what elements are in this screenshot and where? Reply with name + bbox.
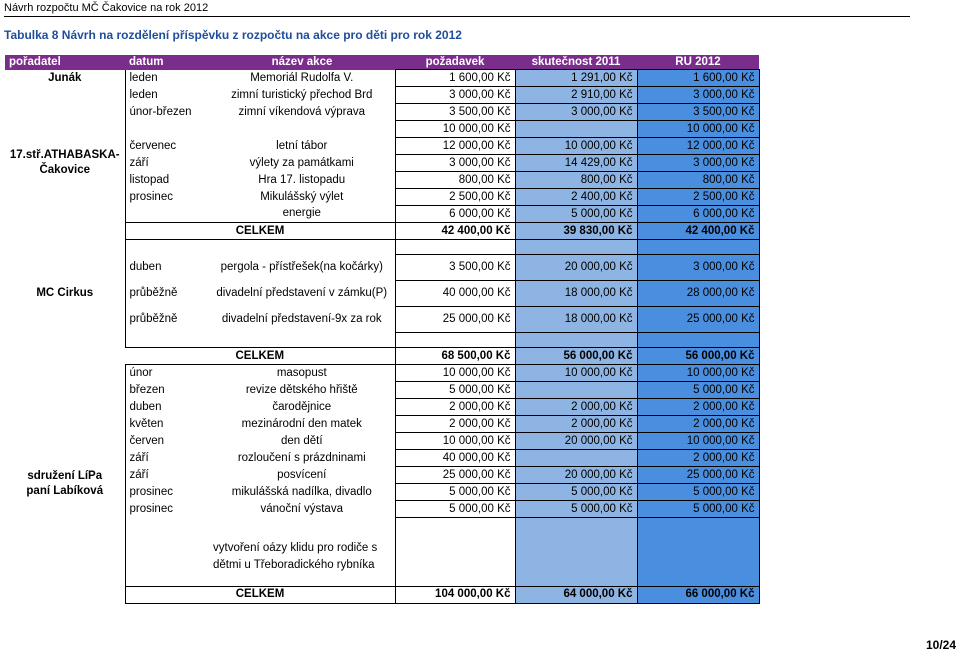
row-date: listopad xyxy=(129,173,170,186)
row-ru: 10 000,00 Kč xyxy=(637,433,759,450)
row-event-name: výlety za památkami xyxy=(209,155,395,172)
row-date xyxy=(125,206,209,223)
row-request: 1 600,00 Kč xyxy=(395,70,515,87)
row-actual: 20 000,00 Kč xyxy=(515,433,637,450)
row-ru: 3 000,00 Kč xyxy=(637,255,759,281)
total-request: 104 000,00 Kč xyxy=(395,586,515,603)
row-event-name: revize dětského hřiště xyxy=(209,382,395,399)
spacer-name xyxy=(209,333,395,348)
row-event-name: pergola - přístřešek(na kočárky) xyxy=(209,255,395,281)
row-event-name: mikulášská nadílka, divadlo xyxy=(209,484,395,501)
row-request: 2 000,00 Kč xyxy=(395,416,515,433)
row-actual: 5 000,00 Kč xyxy=(515,501,637,518)
row-event-name xyxy=(209,121,395,138)
row-date: leden xyxy=(129,88,158,101)
row-date xyxy=(125,121,209,138)
row-date: květen xyxy=(129,417,164,430)
row-date: leden xyxy=(129,71,158,84)
row-actual: 20 000,00 Kč xyxy=(515,467,637,484)
spacer-name xyxy=(209,240,395,255)
row-actual: 2 910,00 Kč xyxy=(515,87,637,104)
row-event-name: masopust xyxy=(209,365,395,382)
total-label: CELKEM xyxy=(125,223,395,240)
spacer-actual xyxy=(515,240,637,255)
table-row xyxy=(5,87,759,104)
row-request: 10 000,00 Kč xyxy=(395,365,515,382)
row-ru: 5 000,00 Kč xyxy=(637,484,759,501)
row-date: průběžně xyxy=(129,313,178,325)
row-event-name: divadelní představení-9x za rok xyxy=(209,307,395,333)
row-date: prosinec xyxy=(129,190,173,203)
organizer-athabaska-line-2: Čakovice xyxy=(39,164,90,176)
row-date: prosinec xyxy=(129,485,173,498)
row-date: červenec xyxy=(129,139,177,152)
total-actual: 56 000,00 Kč xyxy=(515,348,637,365)
spacer-ru xyxy=(637,240,759,255)
row-actual: 800,00 Kč xyxy=(515,172,637,189)
row-event-name: mezinárodní den matek xyxy=(209,416,395,433)
organizer-lipa xyxy=(5,365,125,604)
row-event-name: posvícení xyxy=(209,467,395,484)
row-ru: 5 000,00 Kč xyxy=(637,382,759,399)
total-label: CELKEM xyxy=(125,348,395,365)
row-ru: 3 000,00 Kč xyxy=(637,87,759,104)
row-ru: 25 000,00 Kč xyxy=(637,467,759,484)
row-event-name: zimní víkendová výprava xyxy=(209,104,395,121)
row-date: březen xyxy=(129,383,165,396)
row-event-name: den dětí xyxy=(209,433,395,450)
row-actual xyxy=(515,121,637,138)
row-ru: 2 000,00 Kč xyxy=(637,399,759,416)
header-ru-2012: RU 2012 xyxy=(637,55,759,70)
total-request: 68 500,00 Kč xyxy=(395,348,515,365)
row-actual: 10 000,00 Kč xyxy=(515,138,637,155)
total-ru: 42 400,00 Kč xyxy=(637,223,759,240)
row-request: 5 000,00 Kč xyxy=(395,382,515,399)
row-request: 3 500,00 Kč xyxy=(395,104,515,121)
row-ru: 2 500,00 Kč xyxy=(637,189,759,206)
spacer-request xyxy=(395,333,515,348)
header-date: datum xyxy=(125,55,209,70)
row-event-name: rozloučení s prázdninami xyxy=(209,450,395,467)
row-event-name: Mikulášský výlet xyxy=(209,189,395,206)
total-label: CELKEM xyxy=(125,586,395,603)
row-actual: 3 000,00 Kč xyxy=(515,104,637,121)
document-title: Návrh rozpočtu MČ Čakovice na rok 2012 xyxy=(4,2,209,14)
row-date: průběžně xyxy=(129,287,178,299)
row-request: 3 000,00 Kč xyxy=(395,155,515,172)
row-actual: 2 400,00 Kč xyxy=(515,189,637,206)
row-date: prosinec xyxy=(129,502,173,515)
row-actual: 2 000,00 Kč xyxy=(515,416,637,433)
organizer-lipa-line-2: paní Labíková xyxy=(26,484,104,497)
row-request: 2 000,00 Kč xyxy=(395,399,515,416)
row-ru: 10 000,00 Kč xyxy=(637,365,759,382)
row-date: září xyxy=(129,468,149,481)
row-ru: 28 000,00 Kč xyxy=(637,281,759,307)
header-actual-2011: skutečnost 2011 xyxy=(515,55,637,70)
note-actual xyxy=(515,518,637,587)
row-actual: 18 000,00 Kč xyxy=(515,281,637,307)
row-actual: 1 291,00 Kč xyxy=(515,70,637,87)
spacer-date xyxy=(125,240,209,255)
row-event-name: zimní turistický přechod Brd xyxy=(209,87,395,104)
header-row xyxy=(5,55,759,70)
row-actual: 10 000,00 Kč xyxy=(515,365,637,382)
table-heading: Tabulka 8 Návrh na rozdělení příspěvku z rozpočtu na akce pro děti pro rok 2012 xyxy=(4,28,462,42)
row-event-name: letní tábor xyxy=(209,138,395,155)
row-date: duben xyxy=(129,400,162,413)
row-request: 12 000,00 Kč xyxy=(395,138,515,155)
row-request: 3 500,00 Kč xyxy=(395,255,515,281)
row-actual: 14 429,00 Kč xyxy=(515,155,637,172)
row-request: 800,00 Kč xyxy=(395,172,515,189)
spacer-row xyxy=(5,240,759,255)
spacer-date xyxy=(125,333,209,348)
row-request: 3 000,00 Kč xyxy=(395,87,515,104)
organizer-mc-cirkus-label: MC Cirkus xyxy=(36,287,94,299)
row-ru: 25 000,00 Kč xyxy=(637,307,759,333)
note-date xyxy=(125,518,209,587)
row-ru: 2 000,00 Kč xyxy=(637,416,759,433)
row-event-name: divadelní představení v zámku(P) xyxy=(209,281,395,307)
header-organizer: pořadatel xyxy=(5,55,125,70)
row-date: únor xyxy=(129,366,153,379)
table-row xyxy=(5,70,759,87)
row-actual: 18 000,00 Kč xyxy=(515,307,637,333)
organizer-athabaska-line-1: 17.stř.ATHABASKA- xyxy=(9,149,120,161)
row-ru: 3 500,00 Kč xyxy=(637,104,759,121)
row-actual xyxy=(515,382,637,399)
note-request xyxy=(395,518,515,587)
row-request: 5 000,00 Kč xyxy=(395,484,515,501)
total-request: 42 400,00 Kč xyxy=(395,223,515,240)
organizer-mc-cirkus xyxy=(5,240,125,348)
header-request: požadavek xyxy=(395,55,515,70)
organizer-junak: Junák xyxy=(5,70,125,87)
organizer-athabaska xyxy=(5,87,125,240)
row-date: září xyxy=(129,451,149,464)
row-ru: 10 000,00 Kč xyxy=(637,121,759,138)
row-actual: 5 000,00 Kč xyxy=(515,484,637,501)
budget-table xyxy=(5,55,760,604)
row-event-name: Memoriál Rudolfa V. xyxy=(209,70,395,87)
row-event-name: energie xyxy=(209,206,395,223)
row-date: duben xyxy=(129,261,162,273)
row-actual: 20 000,00 Kč xyxy=(515,255,637,281)
page-number: 10/24 xyxy=(925,638,956,652)
row-date: září xyxy=(129,156,149,169)
organizer-lipa-line-1: sdružení LíPa xyxy=(27,469,103,482)
row-request: 2 500,00 Kč xyxy=(395,189,515,206)
row-ru: 3 000,00 Kč xyxy=(637,155,759,172)
row-event-name: vánoční výstava xyxy=(209,501,395,518)
total-actual: 39 830,00 Kč xyxy=(515,223,637,240)
total-row xyxy=(5,348,759,365)
total-ru: 56 000,00 Kč xyxy=(637,348,759,365)
note-ru xyxy=(637,518,759,587)
row-request: 40 000,00 Kč xyxy=(395,281,515,307)
header-event-name: název akce xyxy=(209,55,395,70)
row-ru: 1 600,00 Kč xyxy=(637,70,759,87)
spacer-organizer xyxy=(5,348,125,365)
row-ru: 800,00 Kč xyxy=(637,172,759,189)
row-ru: 12 000,00 Kč xyxy=(637,138,759,155)
total-actual: 64 000,00 Kč xyxy=(515,586,637,603)
row-request: 10 000,00 Kč xyxy=(395,433,515,450)
row-date: únor-březen xyxy=(129,105,192,118)
note-event-name: vytvoření oázy klidu pro rodiče s dětmi u Třeboradického rybníka xyxy=(209,518,395,587)
row-request: 40 000,00 Kč xyxy=(395,450,515,467)
row-actual: 2 000,00 Kč xyxy=(515,399,637,416)
table-row xyxy=(5,365,759,382)
row-ru: 5 000,00 Kč xyxy=(637,501,759,518)
row-request: 6 000,00 Kč xyxy=(395,206,515,223)
row-request: 10 000,00 Kč xyxy=(395,121,515,138)
row-request: 25 000,00 Kč xyxy=(395,467,515,484)
row-actual: 5 000,00 Kč xyxy=(515,206,637,223)
row-ru: 6 000,00 Kč xyxy=(637,206,759,223)
row-ru: 2 000,00 Kč xyxy=(637,450,759,467)
row-event-name: Hra 17. listopadu xyxy=(209,172,395,189)
row-event-name: čarodějnice xyxy=(209,399,395,416)
row-request: 5 000,00 Kč xyxy=(395,501,515,518)
spacer-actual xyxy=(515,333,637,348)
document-header xyxy=(4,2,910,17)
spacer-request xyxy=(395,240,515,255)
total-ru: 66 000,00 Kč xyxy=(637,586,759,603)
row-request: 25 000,00 Kč xyxy=(395,307,515,333)
row-actual xyxy=(515,450,637,467)
row-date: červen xyxy=(129,434,165,447)
spacer-ru xyxy=(637,333,759,348)
